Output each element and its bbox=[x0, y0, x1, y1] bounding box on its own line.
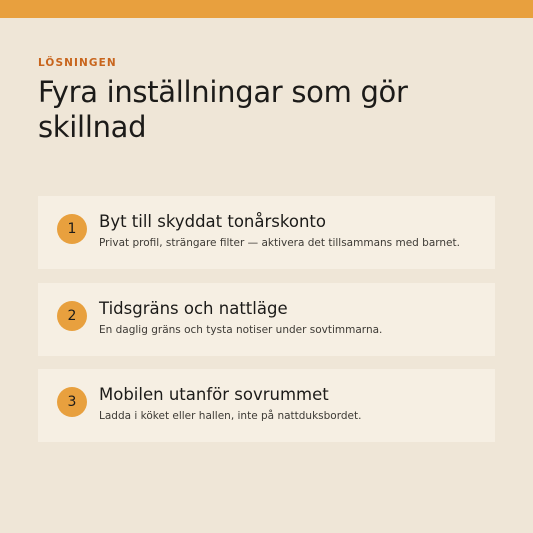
step-card bbox=[38, 283, 495, 356]
step-description: Ladda i köket eller hallen, inte på nattduksbordet. bbox=[99, 410, 362, 422]
step-card bbox=[38, 196, 495, 269]
top-accent-bar bbox=[0, 0, 533, 18]
step-title: Byt till skyddat tonårskonto bbox=[99, 212, 326, 231]
step-description: En daglig gräns och tysta notiser under sovtimmarna. bbox=[99, 324, 383, 336]
step-number-badge: 1 bbox=[57, 214, 87, 244]
step-card bbox=[38, 369, 495, 442]
step-number-badge: 2 bbox=[57, 301, 87, 331]
step-title: Mobilen utanför sovrummet bbox=[99, 385, 329, 404]
step-number-badge: 3 bbox=[57, 387, 87, 417]
section-eyebrow: LÖSNINGEN bbox=[38, 57, 117, 69]
step-description: Privat profil, strängare filter — aktivera det tillsammans med barnet. bbox=[99, 237, 460, 249]
headline: Fyra inställningar som gör skillnad bbox=[38, 75, 408, 144]
step-title: Tidsgräns och nattläge bbox=[99, 299, 288, 318]
